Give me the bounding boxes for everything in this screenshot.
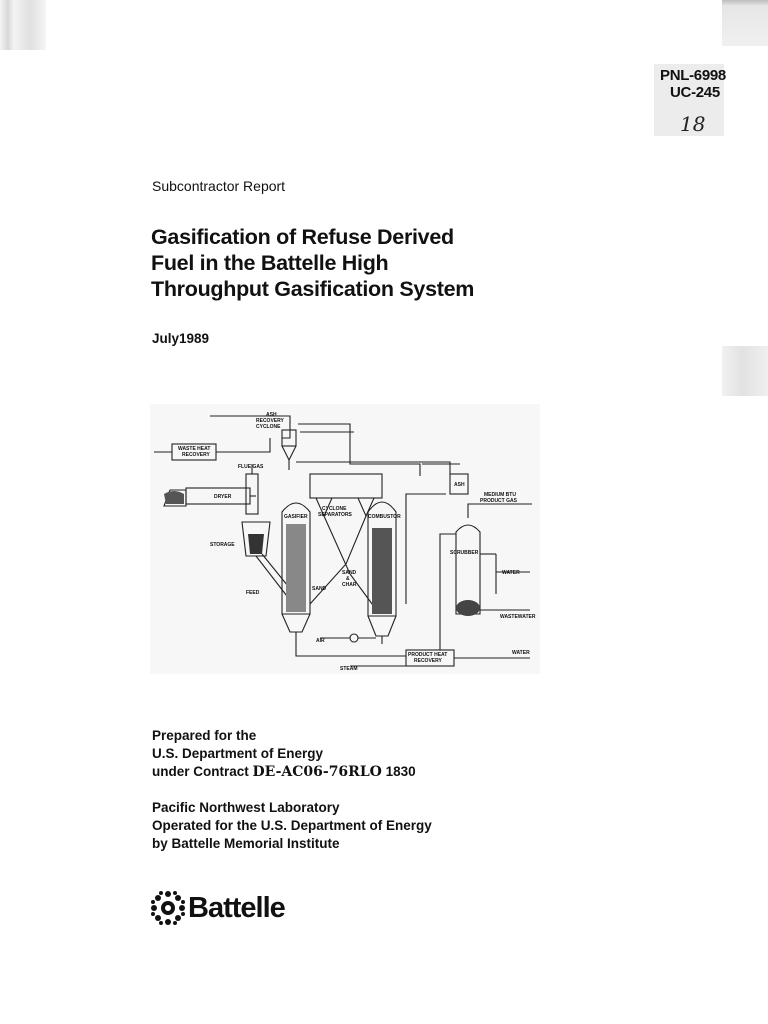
diagram-label: WASTE HEAT RECOVERY [178, 446, 211, 458]
title-line: Gasification of Refuse Derived [151, 225, 454, 249]
prepared-for-block [152, 727, 416, 781]
diagram-label: AIR [316, 638, 325, 644]
diagram-label: STORAGE [210, 542, 235, 548]
logo-wordmark: Battelle [188, 891, 285, 924]
lab-line: Pacific Northwest Laboratory [152, 800, 340, 815]
lab-line: Operated for the U.S. Department of Energy [152, 818, 432, 833]
diagram-label: COMBUSTOR [368, 514, 401, 520]
diagram-label: FLUE GAS [238, 464, 264, 470]
process-diagram [150, 404, 540, 674]
diagram-label: SAND [312, 586, 327, 592]
diagram-label: GASIFIER [284, 514, 308, 520]
prepared-line: under Contract DE-AC06-76RLO 1830 [152, 764, 416, 780]
report-type: Subcontractor Report [152, 178, 286, 194]
title-line: Fuel in the Battelle High [151, 251, 389, 275]
handwritten-mark: 18 [680, 112, 706, 136]
lab-line: by Battelle Memorial Institute [152, 836, 340, 851]
scan-edge-mark [0, 0, 46, 50]
scan-edge-mark [722, 0, 768, 46]
diagram-label: MEDIUM BTU PRODUCT GAS [480, 492, 517, 504]
contract-number: DE-AC06-76RLO [252, 764, 382, 780]
report-date: July1989 [152, 331, 210, 346]
diagram-label: ASH [454, 482, 465, 488]
prepared-line: U.S. Department of Energy [152, 746, 324, 761]
diagram-label: CYCLONE SEPARATORS [318, 506, 352, 518]
scan-edge-mark [722, 346, 768, 396]
diagram-label: WASTEWATER [500, 614, 536, 620]
report-number: PNL-6998 [660, 67, 726, 84]
page-title [151, 224, 571, 302]
title-line: Throughput Gasification System [151, 277, 475, 301]
battelle-star-icon [150, 890, 186, 926]
diagram-label: FEED [246, 590, 260, 596]
diagram-label: WATER [502, 570, 520, 576]
battelle-logo [150, 890, 285, 926]
diagram-label: ASH RECOVERY CYCLONE [256, 412, 284, 430]
diagram-label: DRYER [214, 494, 232, 500]
diagram-label: SAND & CHAR [342, 570, 357, 588]
diagram-label: STEAM [340, 666, 358, 672]
prepared-line: Prepared for the [152, 728, 257, 743]
diagram-label: SCRUBBER [450, 550, 479, 556]
distribution-category: UC-245 [670, 84, 720, 101]
diagram-label: PRODUCT HEAT RECOVERY [408, 652, 448, 664]
diagram-label: WATER [512, 650, 530, 656]
laboratory-block [152, 799, 432, 853]
